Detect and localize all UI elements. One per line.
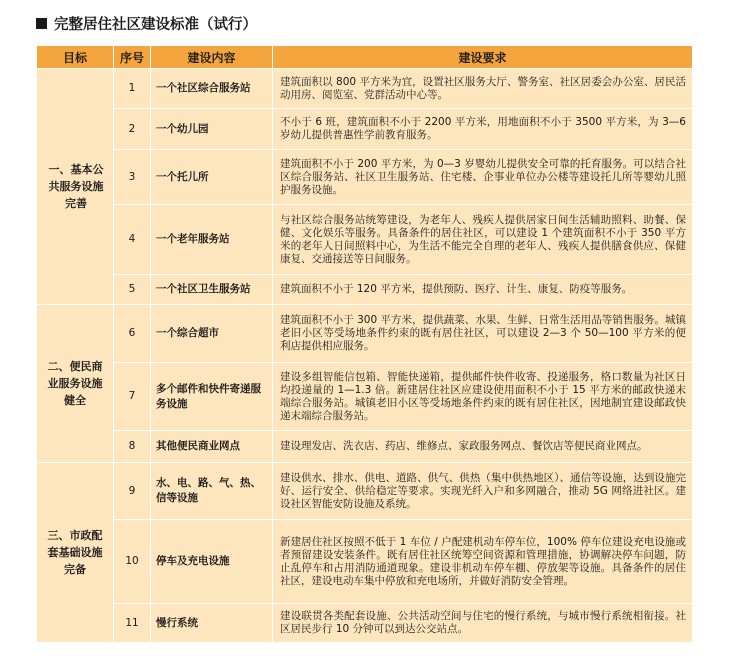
header-no: 序号	[114, 46, 151, 69]
row-requirement: 新建居住社区按照不低于 1 车位 / 户配建机动车停车位，100% 停车位建设充电设施或者预留建设安装条件。既有居住社区统筹空间资源和管理措施，协调解决停车问题，防止乱停车和占用消防通道现象。建设非机动车停车棚、停放架等设施。具备条件的居住社区，建设电动车集中停放和充电场所，并做好消防安全管理。	[273, 520, 693, 604]
row-item: 慢行系统	[151, 604, 273, 643]
row-item: 一个幼儿园	[151, 109, 273, 150]
row-number: 9	[114, 463, 151, 520]
goal-cell-1: 一、基本公共服务设施完善	[37, 69, 114, 305]
table-row	[37, 463, 693, 520]
row-item: 一个托儿所	[151, 150, 273, 205]
title-text: 完整居住社区建设标准（试行）	[54, 16, 257, 33]
table-header-row	[37, 46, 693, 69]
row-number: 4	[114, 205, 151, 275]
goal-cell-3: 三、市政配套基础设施完备	[37, 463, 114, 643]
row-number: 6	[114, 305, 151, 363]
header-item: 建设内容	[151, 46, 273, 69]
table-row	[37, 150, 693, 205]
row-requirement: 建设联贯各类配套设施、公共活动空间与住宅的慢行系统，与城市慢行系统相衔接。社区居民步行 10 分钟可以到达公交站点。	[273, 604, 693, 643]
row-number: 2	[114, 109, 151, 150]
row-requirement: 建设供水、排水、供电、道路、供气、供热（集中供热地区）、通信等设施，达到设施完好、运行安全、供给稳定等要求。实现光纤入户和多网融合，推动 5G 网络进社区。建设社区智能安防设施及系统。	[273, 463, 693, 520]
row-item: 一个社区卫生服务站	[151, 275, 273, 305]
row-item: 停车及充电设施	[151, 520, 273, 604]
row-number: 7	[114, 363, 151, 431]
row-number: 11	[114, 604, 151, 643]
row-item: 一个综合超市	[151, 305, 273, 363]
table-row	[37, 69, 693, 109]
table-row	[37, 431, 693, 463]
row-requirement: 建设多组智能信包箱、智能快递箱，提供邮件快件收寄、投递服务，格口数量为社区日均投递量的 1—1.3 倍。新建居住社区应建设使用面积不小于 15 平方米的邮政快递末端综合服务站。城镇老旧小区等受场地条件约束的既有居住社区，因地制宜建设邮政快递末端综合服务站。	[273, 363, 693, 431]
row-item: 多个邮件和快件寄递服务设施	[151, 363, 273, 431]
row-item: 其他便民商业网点	[151, 431, 273, 463]
table-row	[37, 109, 693, 150]
table-row	[37, 604, 693, 643]
header-goal: 目标	[37, 46, 114, 69]
row-requirement: 建筑面积不小于 120 平方米，提供预防、医疗、计生、康复、防疫等服务。	[273, 275, 693, 305]
header-req: 建设要求	[273, 46, 693, 69]
row-requirement: 建筑面积不小于 300 平方米，提供蔬菜、水果、生鲜、日常生活用品等销售服务。城镇老旧小区等受场地条件约束的既有居住社区，可以建设 2—3 个 50—100 平方米的便利店提供相应服务。	[273, 305, 693, 363]
table-row	[37, 520, 693, 604]
document-title	[36, 12, 257, 34]
row-number: 1	[114, 69, 151, 109]
row-number: 8	[114, 431, 151, 463]
row-item: 一个社区综合服务站	[151, 69, 273, 109]
row-item: 一个老年服务站	[151, 205, 273, 275]
row-requirement: 建筑面积以 800 平方米为宜，设置社区服务大厅、警务室、社区居委会办公室、居民活动用房、阅览室、党群活动中心等。	[273, 69, 693, 109]
row-number: 5	[114, 275, 151, 305]
goal-cell-2: 二、便民商业服务设施健全	[37, 305, 114, 463]
table-row	[37, 363, 693, 431]
standards-table	[36, 45, 693, 643]
table-row	[37, 305, 693, 363]
table-row	[37, 205, 693, 275]
row-item: 水、电、路、气、热、信等设施	[151, 463, 273, 520]
row-number: 10	[114, 520, 151, 604]
row-requirement: 建筑面积不小于 200 平方米，为 0—3 岁婴幼儿提供安全可靠的托育服务。可以结合社区综合服务站、社区卫生服务站、住宅楼、企事业单位办公楼等建设托儿所等婴幼儿照护服务设施。	[273, 150, 693, 205]
row-requirement: 与社区综合服务站统筹建设，为老年人、残疾人提供居家日间生活辅助照料、助餐、保健、文化娱乐等服务。具备条件的居住社区，可以建设 1 个建筑面积不小于 350 平方米的老年人日间照料中心，为生活不能完全自理的老年人、残疾人提供膳食供应、保健康复、交通接送等日间服务。	[273, 205, 693, 275]
square-bullet-icon	[36, 18, 47, 29]
row-requirement: 不小于 6 班，建筑面积不小于 2200 平方米，用地面积不小于 3500 平方米，为 3—6 岁幼儿提供普惠性学前教育服务。	[273, 109, 693, 150]
row-number: 3	[114, 150, 151, 205]
row-requirement: 建设理发店、洗衣店、药店、维修点、家政服务网点、餐饮店等便民商业网点。	[273, 431, 693, 463]
table-row	[37, 275, 693, 305]
